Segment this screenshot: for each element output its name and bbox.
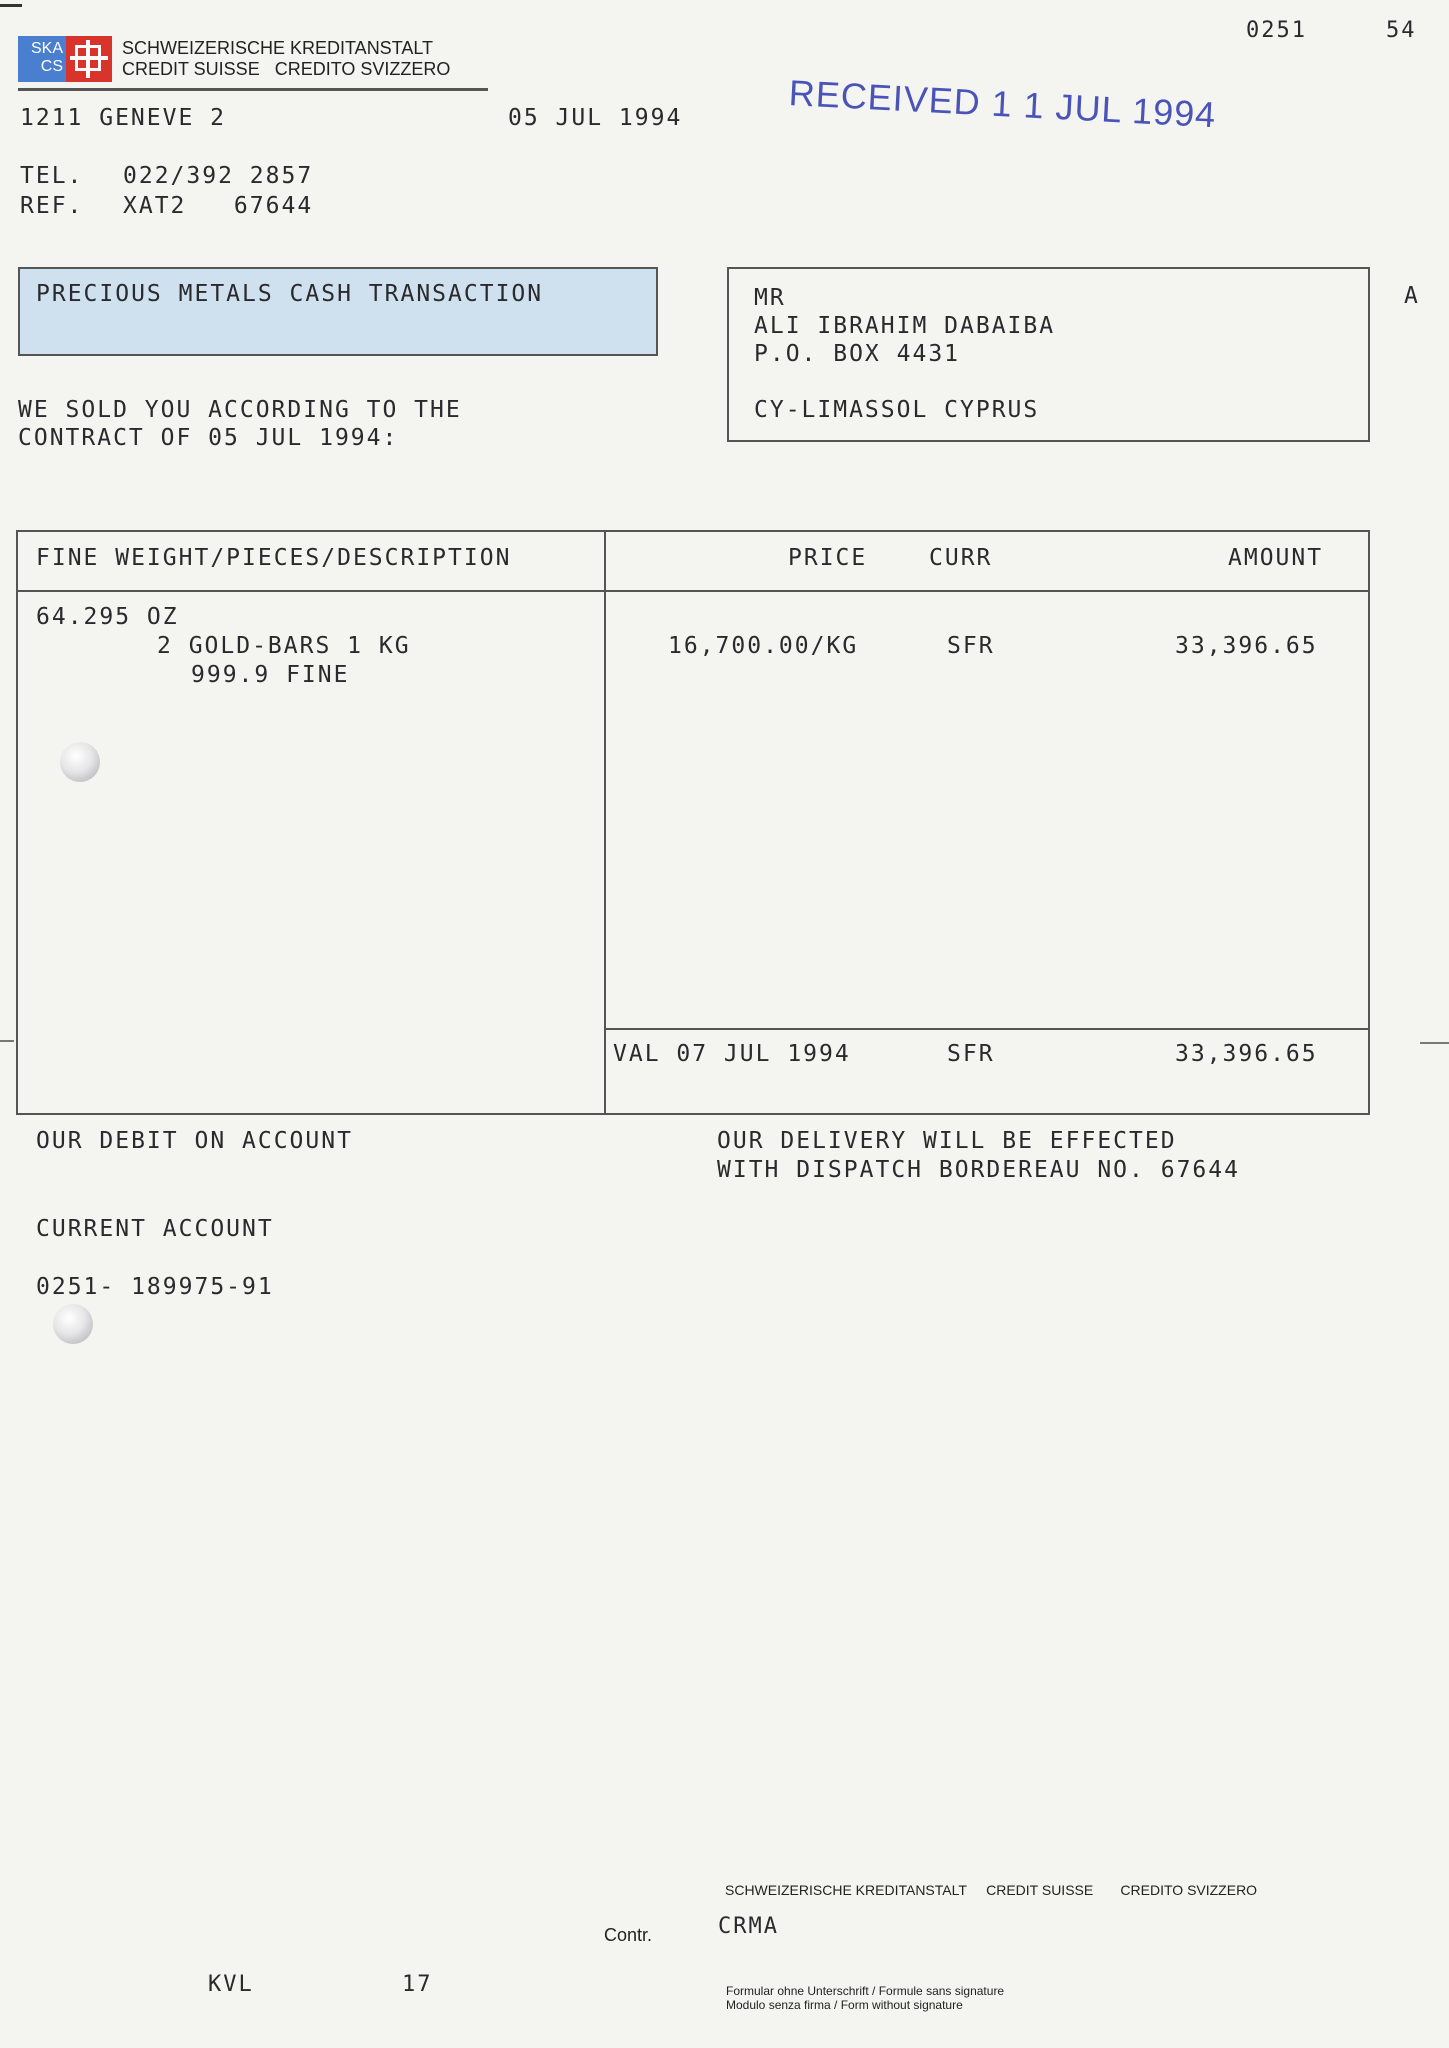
recipient-name: ALI IBRAHIM DABAIBA: [754, 313, 1056, 339]
row-pieces: 2 GOLD-BARS 1 KG: [157, 633, 411, 659]
ska-cs-mark: SKA CS: [18, 36, 66, 82]
transaction-title-box: [18, 267, 658, 356]
row-amount: 33,396.65: [1175, 633, 1318, 659]
contr-value: CRMA: [718, 1914, 779, 1939]
logo-divider: [18, 88, 488, 91]
punch-hole-bottom: [53, 1304, 93, 1344]
fold-mark-left: [0, 1040, 14, 1042]
ref-value: XAT2 67644: [123, 193, 314, 219]
punch-hole-top: [60, 742, 100, 782]
total-currency: SFR: [947, 1041, 995, 1067]
row-fineness: 999.9 FINE: [191, 662, 350, 688]
intro-line-1: WE SOLD YOU ACCORDING TO THE: [18, 397, 462, 423]
ref-label: REF.: [20, 193, 84, 219]
recipient-city: CY-LIMASSOL CYPRUS: [754, 397, 1040, 423]
intro-line-2: CONTRACT OF 05 JUL 1994:: [18, 425, 399, 451]
fold-mark-right: [1420, 1042, 1449, 1044]
table-total-divider: [604, 1028, 1370, 1030]
recipient-salutation: MR: [754, 285, 786, 311]
bank-name: SCHWEIZERISCHE KREDITANSTALT CREDIT SUISSE CREDITO SVIZZERO: [122, 38, 451, 79]
delivery-line-2: WITH DISPATCH BORDEREAU NO. 67644: [717, 1157, 1240, 1183]
transaction-title: PRECIOUS METALS CASH TRANSACTION: [36, 281, 544, 307]
account-type: CURRENT ACCOUNT: [36, 1216, 274, 1242]
recipient-address-box: [727, 267, 1370, 442]
debit-label: OUR DEBIT ON ACCOUNT: [36, 1128, 353, 1154]
total-amount: 33,396.65: [1175, 1041, 1318, 1067]
header-currency: CURR: [929, 545, 993, 571]
tel-label: TEL.: [20, 163, 84, 189]
branch-code: 0251: [1246, 18, 1307, 43]
row-weight: 64.295 OZ: [36, 604, 179, 630]
header-description: FINE WEIGHT/PIECES/DESCRIPTION: [36, 545, 512, 571]
table-header-divider: [16, 590, 1370, 592]
footer-code-left: KVL: [208, 1972, 254, 1997]
header-amount: AMOUNT: [1228, 545, 1324, 571]
delivery-line-1: OUR DELIVERY WILL BE EFFECTED: [717, 1128, 1177, 1154]
page-code: 54: [1386, 18, 1417, 43]
tel-value: 022/392 2857: [123, 163, 314, 189]
header-price: PRICE: [788, 545, 868, 571]
row-currency: SFR: [947, 633, 995, 659]
footer-code-number: 17: [402, 1972, 433, 1997]
unsigned-note-line-2: Modulo senza firma / Form without signature: [726, 1998, 963, 2012]
unsigned-note-line-1: Formular ohne Unterschrift / Formule sans signature: [726, 1984, 1005, 1998]
footer-bank-names: SCHWEIZERISCHE KREDITANSTALT CREDIT SUISSE CREDITO SVIZZERO: [725, 1882, 1258, 1898]
received-stamp: RECEIVED 1 1 JUL 1994: [787, 72, 1218, 136]
branch-city: 1211 GENEVE 2: [20, 105, 227, 131]
recipient-po-box: P.O. BOX 4431: [754, 341, 961, 367]
bank-logo: [18, 36, 450, 82]
document-date: 05 JUL 1994: [508, 105, 683, 131]
side-letter: A: [1404, 283, 1420, 309]
corner-mark: [0, 4, 22, 7]
contr-label: Contr.: [604, 1925, 653, 1945]
row-price: 16,700.00/KG: [668, 633, 859, 659]
account-number: 0251- 189975-91: [36, 1274, 274, 1300]
bank-emblem-icon: [66, 36, 112, 82]
total-value-date: VAL 07 JUL 1994: [613, 1041, 851, 1067]
